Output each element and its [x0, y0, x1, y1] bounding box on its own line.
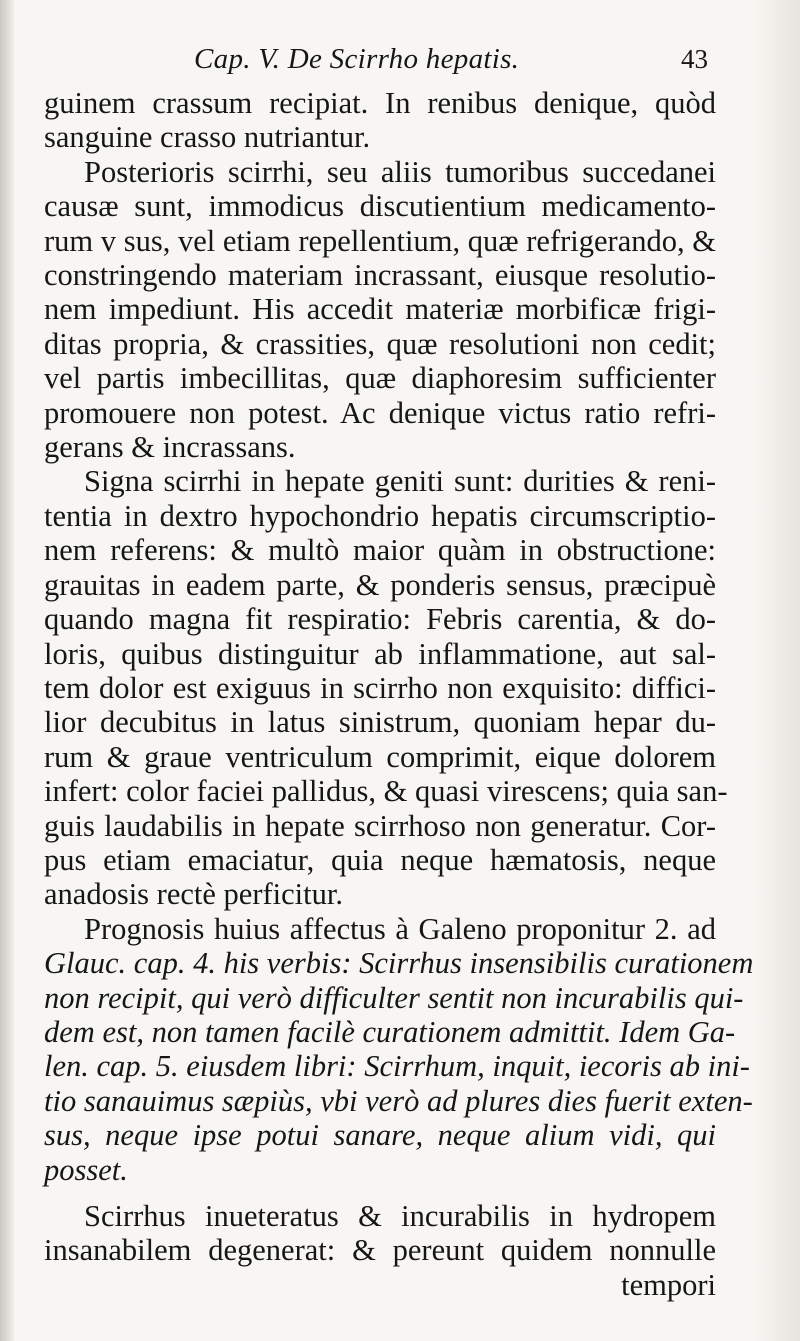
text-line: anadosis rectè perficitur.: [44, 877, 343, 912]
text-line: ditas propria, & crassities, quæ resolutioni non cedit;: [44, 326, 716, 361]
text-line: Scirrhus inueteratus & incurabilis in hydropem: [84, 1199, 716, 1233]
page-left-edge-shadow: [0, 0, 14, 1341]
text-line-italic: non recipit, qui verò difficulter sentit non incurabilis qui-: [44, 980, 744, 1015]
paragraph-gap: [44, 1187, 716, 1199]
paragraph-1: [44, 86, 716, 155]
text-line: Prognosis huius affectus à Galeno proponitur 2. ad: [84, 911, 716, 946]
text-line: guis laudabilis in hepate scirrhoso non generatur. Cor-: [44, 808, 716, 843]
text-line: grauitas in eadem parte, & ponderis sensus, præcipuè: [44, 567, 716, 602]
page-right-edge: [754, 0, 800, 1341]
paragraph-2: [44, 155, 716, 465]
text-line: rum & graue ventriculum comprimit, eique dolorem: [44, 739, 716, 774]
text-line: constringendo materiam incrassant, eiusque resolutio-: [44, 258, 716, 293]
page-number: 43: [681, 44, 708, 74]
page-text-block: [44, 38, 754, 1302]
text-line: insanabilem degenerat: & pereunt quidem nonnulle: [44, 1233, 716, 1268]
text-line-italic: Glauc. cap. 4. his verbis: Scirrhus insensibilis curationem: [44, 946, 754, 981]
text-line: vel partis imbecillitas, quæ diaphoresim sufficienter: [44, 361, 716, 396]
text-line: guinem crassum recipiat. In renibus denique, quòd: [44, 86, 716, 120]
paragraph-3: [44, 464, 728, 912]
text-line: causæ sunt, immodicus discutientium medicamento-: [44, 189, 716, 224]
text-line-italic: dem est, non tamen facilè curationem admittit. Idem Ga-: [44, 1014, 736, 1049]
text-line: gerans & incrassans.: [44, 430, 296, 465]
paragraph-5: [44, 1199, 716, 1268]
text-line: quando magna fit respiratio: Febris carentia, & do-: [44, 602, 716, 637]
catchword: tempori: [621, 1267, 716, 1302]
text-line: nem referens: & multò maior quàm in obstructione:: [44, 533, 716, 568]
text-line-italic: len. cap. 5. eiusdem libri: Scirrhum, inquit, iecoris ab ini-: [44, 1049, 750, 1084]
text-line: sanguine crasso nutriantur.: [44, 120, 371, 155]
text-line-italic: posset.: [44, 1152, 128, 1187]
text-line: rum v sus, vel etiam repellentium, quæ refrigerando, &: [44, 223, 716, 258]
text-line: tentia in dextro hypochondrio hepatis circumscriptio-: [44, 498, 716, 533]
text-line: infert: color faciei pallidus, & quasi virescens; quia san-: [44, 774, 728, 809]
text-line: lior decubitus in latus sinistrum, quoniam hepar du-: [44, 705, 716, 740]
text-line: promouere non potest. Ac denique victus ratio refri-: [44, 395, 716, 430]
text-line: Posterioris scirrhi, seu aliis tumoribus succedanei: [84, 154, 716, 189]
paragraph-4: [44, 911, 754, 1187]
running-title: Cap. V. De Scirrho hepatis.: [194, 43, 520, 75]
text-line: nem impediunt. His accedit materiæ morbificæ frigi-: [44, 292, 716, 327]
text-line: Signa scirrhi in hepate geniti sunt: durities & reni-: [84, 464, 716, 499]
text-line-italic: tio sanauimus sæpiùs, vbi verò ad plures dies fuerit exten-: [44, 1083, 753, 1118]
text-line-italic: sus, neque ipse potui sanare, neque alium vidi, qui: [44, 1118, 716, 1153]
text-line: tem dolor est exiguus in scirrho non exquisito: diffici-: [44, 670, 716, 705]
text-line: loris, quibus distinguitur ab inflammatione, aut sal-: [44, 636, 716, 671]
text-line: pus etiam emaciatur, quia neque hæmatosis, neque: [44, 842, 716, 877]
page-header: [44, 38, 716, 86]
